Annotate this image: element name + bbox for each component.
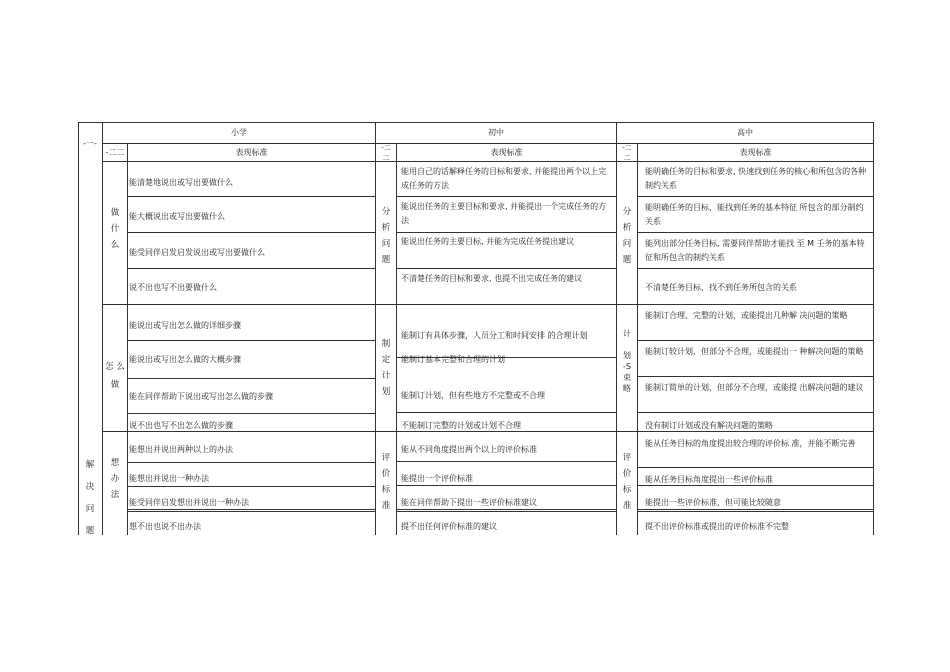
primary-row-1-2: 能大概说出或写出要做什么 <box>129 212 225 221</box>
primary-sub-marker: -二二 <box>105 148 125 157</box>
middle-row-3-2: 能提出一个评价标准 <box>401 474 473 483</box>
grid-line <box>637 232 873 233</box>
middle-row-1-2: 能说出任务的主要目标和要求, 并能提出一个完成任务的方法 <box>401 202 607 225</box>
middle-section-label-analyze: 分 析 问 题 <box>381 207 391 265</box>
grid-line <box>873 122 874 535</box>
high-row-2-4: 没有制订计划或没有解决问题的策略 <box>645 421 773 430</box>
grid-line <box>637 376 873 377</box>
grid-line <box>375 304 396 305</box>
primary-section-label-methods: 想 办 法 <box>110 458 120 500</box>
middle-row-3-3: 能在同伴帮助下提出一些评价标准建议 <box>401 498 537 507</box>
grid-line <box>127 304 375 305</box>
grid-line <box>396 143 397 535</box>
middle-row-1-4: 不清楚任务的目标和要求, 也提不出完成任务的建议 <box>401 274 583 283</box>
grid-line <box>637 304 873 305</box>
primary-row-1-1: 能清楚地说出或写出要做什么 <box>129 178 233 187</box>
primary-row-3-1: 能想出并说出两种以上的办法 <box>129 445 233 454</box>
grid-line <box>396 511 616 512</box>
high-row-1-3: 能列出部分任务目标, 需要同伴帮助才能找 至 M 壬务的基本特征和所包含的制约关系 <box>645 239 865 262</box>
grid-line <box>396 304 616 305</box>
high-row-1-1: 能明确任务的目标和要求, 快速找到任务的核心和所包含的各种制约关系 <box>645 167 867 190</box>
high-row-2-2: 能制订较计划，但部分不合理，或能提出一 种解决问题的策略 <box>645 347 864 356</box>
grid-line <box>637 340 873 341</box>
high-row-1-4: 不清楚任务目标，找不到任务所包含的关系 <box>645 283 797 292</box>
grid-line <box>637 511 873 512</box>
middle-row-2-1: 能制订有具体步骤，人员分工和时间安排 的合理计划 <box>401 331 588 340</box>
grid-line <box>396 232 616 233</box>
grid-line <box>127 462 375 463</box>
grid-line <box>127 486 375 487</box>
middle-row-3-4: 提不出任何评价标准的建议 <box>401 522 497 531</box>
grid-line <box>616 304 637 305</box>
primary-row-1-3: 能受同伴启发启发说出或写出要做什么 <box>129 248 265 257</box>
middle-row-2-2: 能制订基本完整和合理的计划 <box>401 355 505 364</box>
high-section-label-plan: 计 划 -S 束 略 <box>623 329 631 393</box>
grid-line <box>127 340 375 341</box>
primary-row-1-4: 说不出也写不出要做什么 <box>129 283 217 292</box>
grid-line <box>375 431 396 432</box>
level-middle: 初中 <box>488 128 504 137</box>
middle-row-3-1: 能从不同角度提出两个以上的评价标准 <box>401 445 537 454</box>
high-row-3-3: 能提出一些评价标准，但可能比较随意 <box>645 498 781 507</box>
high-row-3-2: 能从任务目标角度提出一些评价标准 <box>645 475 773 484</box>
middle-row-2-3: 能制订计划，但有些地方不完整或不合理 <box>401 391 545 400</box>
middle-section-label-plan: 制 定 计 划 <box>381 339 391 397</box>
grid-line <box>637 412 873 413</box>
grid-line <box>127 413 375 414</box>
primary-row-3-3: 能受同伴启发想出并说出一种办法 <box>129 498 249 507</box>
primary-section-label-how: 怎 么 做 <box>105 362 125 390</box>
primary-row-2-4: 说不出也写不出怎么做的步骤 <box>129 421 233 430</box>
grid-line <box>127 511 375 512</box>
high-standard-header: 表现标准 <box>739 148 772 157</box>
grid-line <box>396 196 616 197</box>
dimension-marker: -一- <box>83 139 97 148</box>
dimension-label: 解 决 问 题 <box>85 460 95 536</box>
grid-line <box>102 143 873 144</box>
high-row-3-1: 能从任务目标的角度提出较合理的评价标 准，并能不断完善 <box>645 439 856 448</box>
middle-section-label-criteria: 评 价 标 准 <box>381 453 391 511</box>
grid-line <box>78 122 873 123</box>
primary-row-3-4: 想不出也说不出办法 <box>129 522 201 531</box>
high-section-label-criteria: 评 价 标 准 <box>622 453 632 511</box>
grid-line <box>127 268 375 269</box>
primary-row-2-3: 能在同伴帮助下说出或写出怎么做的步骤 <box>129 392 273 401</box>
middle-sub-marker: -二 二 <box>381 144 391 162</box>
grid-line <box>616 431 637 432</box>
grid-line <box>102 161 873 162</box>
grid-line <box>396 268 616 269</box>
primary-row-3-2: 能想出并说出一种办法 <box>129 474 209 483</box>
grid-line <box>102 431 127 432</box>
high-row-3-4: 提不出评价标准或提出的评价标准不完整 <box>645 522 789 531</box>
grid-line <box>396 461 616 462</box>
high-sub-marker: -二 二 <box>622 144 632 162</box>
level-primary: 小学 <box>231 128 247 137</box>
middle-row-2-4: 不能制订完整的计划或计划不合理 <box>401 421 521 430</box>
grid-line <box>127 196 375 197</box>
grid-line <box>127 378 375 379</box>
grid-line <box>127 232 375 233</box>
middle-row-1-3: 能说出任务的主要目标, 并能为完成任务提出建议 <box>401 237 575 246</box>
primary-row-2-2: 能说出或写出怎么做的大概步骤 <box>129 355 241 364</box>
high-row-1-2: 能明确任务的目标，能找到任务的基本特征 所包含的部分制约关系 <box>645 203 864 226</box>
grid-line <box>127 143 128 535</box>
grid-line <box>637 268 873 269</box>
middle-standard-header: 表现标准 <box>490 148 523 157</box>
primary-row-2-1: 能说出或写出怎么做的详细步骤 <box>129 321 241 330</box>
primary-standard-header: 表现标准 <box>235 148 268 157</box>
high-row-2-3: 能制订简单的计划，但部分不合理，或能提 出解决问题的建议 <box>645 383 864 392</box>
grid-line <box>396 412 616 413</box>
grid-line <box>637 196 873 197</box>
grid-line <box>102 304 127 305</box>
high-row-2-1: 能制订合理、完整的计划，或能提出几种解 决问题的策略 <box>645 311 848 320</box>
high-section-label-analyze: 分 析 问 题 <box>622 207 632 265</box>
level-high: 高中 <box>737 128 753 137</box>
middle-row-1-1: 能用自己的话解释任务的目标和要求, 并能提出两个以上完成任务的方法 <box>401 167 607 190</box>
primary-section-label-what: 做 什 么 <box>110 208 120 250</box>
grid-line <box>637 467 873 468</box>
grid-line <box>637 143 638 535</box>
